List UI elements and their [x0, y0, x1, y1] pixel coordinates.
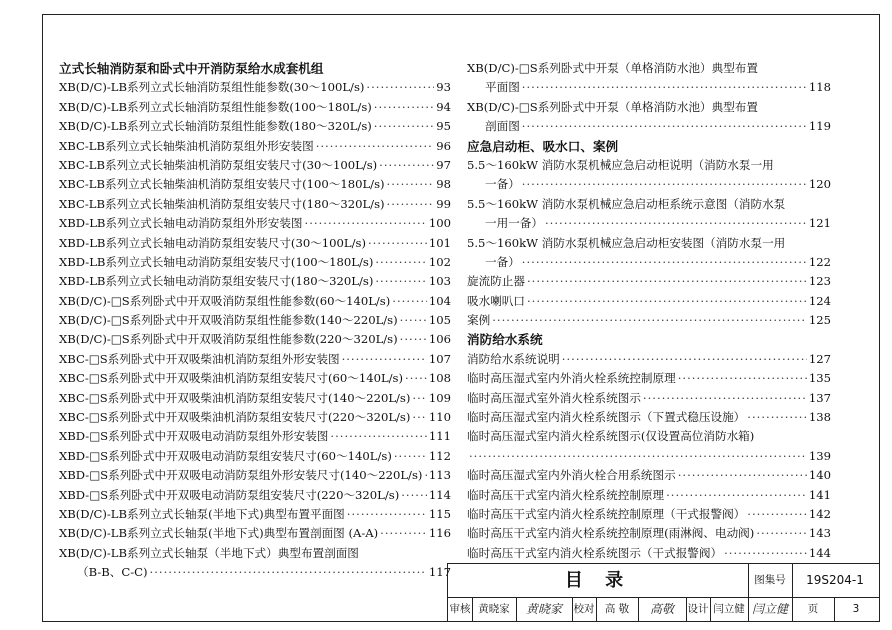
toc-page-number: 113 [428, 468, 451, 483]
toc-entry [467, 311, 831, 330]
toc-leader-dots [374, 98, 434, 117]
toc-page-number: 106 [428, 332, 451, 347]
page-number: 3 [852, 603, 860, 615]
toc-leader-dots [375, 253, 426, 272]
toc-entry [467, 486, 831, 505]
toc-entry-title: XB(D/C)-LB系列立式长轴消防泵组性能参数(30～100L/s) [59, 80, 365, 95]
toc-leader-dots [368, 234, 427, 253]
toc-entry [467, 117, 831, 136]
toc-page-number: 142 [808, 506, 831, 521]
toc-leader-dots [400, 311, 427, 330]
design-signature: 闫立健 [748, 597, 793, 621]
toc-leader-dots [469, 447, 807, 466]
toc-entry-title: XB(D/C)-LB系列立式长轴泵(半地下式)典型布置剖面图 (A-A) [59, 526, 379, 541]
toc-page-number: 138 [808, 410, 831, 425]
toc-page-number: 139 [808, 448, 831, 463]
check-signature: 高敬 [638, 597, 687, 621]
toc-page-number: 116 [428, 526, 451, 541]
design-label: 设计 [686, 597, 711, 621]
toc-page-number: 143 [808, 526, 831, 541]
toc-page-number: 140 [808, 468, 831, 483]
toc-entry-title: XB(D/C)-LB系列立式长轴泵（半地下式）典型布置剖面图 [59, 545, 359, 560]
toc-entry [59, 175, 451, 194]
design-name: 闫立健 [710, 597, 749, 621]
toc-entry-title: 临时高压干式室内消火栓系统控制原理(雨淋阀、电动阀) [467, 526, 755, 541]
toc-entry-title: XBC-LB系列立式长轴柴油机消防泵组安装尺寸(100～180L/s) [59, 177, 385, 192]
toc-entry-title: 旋流防止器 [467, 274, 525, 289]
review-signature: 黄晓家 [516, 597, 573, 621]
toc-page-number: 99 [436, 196, 451, 211]
review-name: 黄晓家 [472, 597, 517, 621]
toc-page-number: 110 [428, 410, 451, 425]
toc-entry [467, 253, 831, 272]
toc-page-number: 109 [428, 390, 451, 405]
toc-leader-dots [330, 427, 426, 446]
toc-entry-title: XBD-□S系列卧式中开双吸电动消防泵组外形安装尺寸(140～220L/s) [59, 468, 423, 483]
toc-entry-title: XB(D/C)-□S系列卧式中开泵（单格消防水池）典型布置 [467, 61, 758, 75]
check-name: 高 敬 [596, 597, 639, 621]
toc-page-number: 96 [436, 138, 451, 153]
toc-leader-dots [678, 369, 807, 388]
toc-entry-title: XBD-LB系列立式长轴电动消防泵组安装尺寸(100～180L/s) [59, 254, 374, 269]
toc-entry-title: 临时高压干式室内消火栓系统控制原理 [467, 487, 665, 502]
toc-entry [467, 408, 831, 427]
toc-page-number: 101 [428, 235, 451, 250]
toc-page-number: 104 [428, 293, 451, 308]
toc-leader-dots [342, 350, 427, 369]
toc-entry-title: XBD-LB系列立式长轴电动消防泵组安装尺寸(180～320L/s) [59, 274, 374, 289]
toc-entry [467, 234, 831, 253]
toc-entry-title: 消防给水系统说明 [467, 351, 560, 366]
toc-entry [467, 272, 831, 291]
toc-entry [59, 137, 451, 156]
toc-leader-dots [374, 117, 434, 136]
toc-entry-title: XB(D/C)-□S系列卧式中开泵（单格消防水池）典型布置 [467, 99, 758, 114]
page-label: 页 [792, 597, 835, 621]
toc-page-number: 124 [808, 293, 831, 308]
toc-page-number: 103 [428, 274, 451, 289]
toc-entry-title: 剖面图 [485, 119, 520, 134]
toc-leader-dots [562, 350, 807, 369]
toc-page-number: 102 [428, 254, 451, 269]
toc-section-heading [467, 137, 831, 156]
toc-entry [59, 505, 451, 524]
toc-entry [467, 505, 831, 524]
toc-entry-title: 临时高压干式室内消火栓系统图示（干式报警阀） [467, 545, 723, 560]
toc-page-number: 95 [436, 119, 451, 134]
toc-entry [59, 369, 451, 388]
toc-entry-title: XBD-LB系列立式长轴电动消防泵组外形安装图 [59, 216, 303, 231]
toc-entry [59, 156, 451, 175]
toc-page-number: 123 [808, 274, 831, 289]
toc-entry-title: 平面图 [485, 80, 520, 95]
toc-entry-title: 消防给水系统 [467, 332, 543, 348]
toc-entry-title: 临时高压湿式室内消火栓系统图示（下置式稳压设施） [467, 410, 746, 425]
toc-entry-title: XBC-LB系列立式长轴柴油机消防泵组外形安装图 [59, 138, 314, 153]
toc-entry-title: XB(D/C)-□S系列卧式中开双吸消防泵组性能参数(140～220L/s) [59, 313, 398, 328]
toc-page-number: 115 [428, 506, 451, 521]
toc-page-number: 98 [436, 177, 451, 192]
atlas-number-label: 图集号 [748, 564, 793, 597]
toc-page-number: 141 [808, 487, 831, 502]
toc-leader-dots [379, 156, 434, 175]
toc-entry-title: XBC-□S系列卧式中开双吸柴油机消防泵组安装尺寸(60～140L/s) [59, 371, 404, 386]
toc-entry-title: XB(D/C)-□S系列卧式中开双吸消防泵组性能参数(60～140L/s) [59, 293, 391, 308]
toc-leader-dots [678, 466, 807, 485]
toc-entry [467, 466, 831, 485]
toc-entry [467, 78, 831, 97]
check-label: 校对 [572, 597, 597, 621]
toc-leader-dots [492, 311, 807, 330]
toc-entry-title: 临时高压湿式室内外消火栓合用系统图示 [467, 468, 676, 483]
toc-entry [467, 214, 831, 233]
toc-entry-title: （B-B、C-C) [77, 565, 148, 580]
toc-entry [59, 350, 451, 369]
toc-entry-title: 应急启动柜、吸水口、案例 [467, 138, 619, 154]
toc-entry [59, 524, 451, 543]
toc-entry [467, 175, 831, 194]
toc-page-number: 137 [808, 390, 831, 405]
toc-leader-dots [387, 175, 435, 194]
toc-entry [467, 447, 831, 466]
toc-entry-title: XBD-LB系列立式长轴电动消防泵组安装尺寸(30～100L/s) [59, 235, 366, 250]
toc-leader-dots [643, 389, 807, 408]
sheet-title: 目 录 [448, 564, 749, 597]
toc-entry [59, 563, 451, 582]
toc-leader-dots [522, 78, 807, 97]
toc-entry [59, 195, 451, 214]
toc-entry-title: 吸水喇叭口 [467, 293, 525, 308]
toc-leader-dots [150, 563, 427, 582]
toc-entry [59, 447, 451, 466]
toc-entry [467, 195, 831, 214]
toc-page-number: 97 [436, 157, 451, 172]
toc-leader-dots [522, 175, 807, 194]
toc-entry-title: 一备） [485, 254, 520, 269]
toc-page-number: 120 [808, 177, 831, 192]
toc-page-number: 119 [808, 119, 831, 134]
toc-entry-title: 一用一备） [485, 216, 543, 231]
toc-entry [59, 427, 451, 446]
toc-entry-title: 5.5～160kW 消防水泵机械应急启动柜说明（消防水泵一用 [467, 157, 774, 172]
toc-entry-title: 5.5～160kW 消防水泵机械应急启动柜安装图（消防水泵一用 [467, 235, 786, 250]
toc-entry-title: XBC-□S系列卧式中开双吸柴油机消防泵组外形安装图 [59, 351, 340, 366]
toc-leader-dots [387, 195, 435, 214]
toc-leader-dots [666, 486, 807, 505]
toc-page-number: 105 [428, 313, 451, 328]
toc-entry-title: XB(D/C)-□S系列卧式中开双吸消防泵组性能参数(220～320L/s) [59, 332, 398, 347]
toc-entry [59, 117, 451, 136]
review-label: 审核 [448, 597, 473, 621]
toc-entry [59, 466, 451, 485]
toc-section-heading [59, 59, 451, 78]
toc-entry-title: 临时高压湿式室内外消火栓系统控制原理 [467, 371, 676, 386]
toc-entry-title: XBD-□S系列卧式中开双吸电动消防泵组安装尺寸(60～140L/s) [59, 448, 392, 463]
toc-entry-title: 立式长轴消防泵和卧式中开消防泵给水成套机组 [59, 61, 324, 76]
toc-entry [467, 350, 831, 369]
toc-right-column [467, 59, 831, 563]
toc-entry-title: 临时高压湿式室外消火栓系统图示 [467, 390, 641, 405]
toc-entry [59, 544, 451, 563]
toc-entry [467, 369, 831, 388]
toc-page-number: 117 [428, 565, 451, 580]
toc-entry [467, 59, 831, 78]
toc-entry [59, 311, 451, 330]
toc-entry-title: 临时高压干式室内消火栓系统控制原理（干式报警阀） [467, 506, 746, 521]
toc-page-number: 144 [808, 545, 831, 560]
toc-section-heading [467, 330, 831, 349]
toc-entry [59, 98, 451, 117]
toc-page-number: 112 [428, 448, 451, 463]
drawing-frame [42, 14, 880, 622]
toc-leader-dots [380, 524, 427, 543]
toc-entry-title: 5.5～160kW 消防水泵机械应急启动柜系统示意图（消防水泵 [467, 196, 786, 211]
toc-entry [467, 524, 831, 543]
toc-entry-title: 案例 [467, 313, 491, 328]
toc-entry [59, 486, 451, 505]
toc-leader-dots [522, 253, 807, 272]
toc-page-number: 114 [428, 487, 451, 502]
toc-entry [59, 292, 451, 311]
toc-page-number: 135 [808, 371, 831, 386]
toc-entry [59, 408, 451, 427]
toc-page-number: 121 [808, 216, 831, 231]
toc-leader-dots [401, 486, 427, 505]
toc-page-number: 127 [808, 351, 831, 366]
toc-left-column [59, 59, 451, 583]
toc-leader-dots [545, 214, 807, 233]
toc-entry [59, 234, 451, 253]
toc-leader-dots [412, 389, 426, 408]
toc-entry-title: XBC-□S系列卧式中开双吸柴油机消防泵组安装尺寸(140～220L/s) [59, 390, 411, 405]
toc-entry-title: XBD-□S系列卧式中开双吸电动消防泵组安装尺寸(220～320L/s) [59, 487, 400, 502]
title-block [447, 563, 879, 621]
atlas-number: 19S204-1 [806, 573, 864, 587]
toc-entry-title: XB(D/C)-LB系列立式长轴消防泵组性能参数(100～180L/s) [59, 99, 372, 114]
toc-entry [467, 156, 831, 175]
toc-leader-dots [724, 544, 807, 563]
toc-page-number: 118 [808, 80, 831, 95]
toc-entry-title: XBC-□S系列卧式中开双吸柴油机消防泵组安装尺寸(220～320L/s) [59, 410, 411, 425]
toc-leader-dots [527, 272, 807, 291]
toc-leader-dots [316, 137, 435, 156]
toc-entry-title: XB(D/C)-LB系列立式长轴泵(半地下式)典型布置平面图 [59, 506, 345, 521]
toc-page-number: 100 [428, 216, 451, 231]
toc-entry [59, 272, 451, 291]
toc-page-number: 111 [428, 429, 451, 444]
toc-leader-dots [400, 330, 427, 349]
toc-leader-dots [366, 78, 434, 97]
toc-entry [467, 292, 831, 311]
toc-leader-dots [424, 466, 426, 485]
toc-entry [467, 389, 831, 408]
toc-entry-title: 一备） [485, 177, 520, 192]
toc-page-number: 125 [808, 313, 831, 328]
toc-leader-dots [375, 272, 426, 291]
toc-leader-dots [412, 408, 426, 427]
toc-entry [467, 544, 831, 563]
toc-leader-dots [522, 117, 807, 136]
toc-leader-dots [347, 505, 427, 524]
toc-entry [467, 427, 831, 446]
toc-leader-dots [305, 214, 427, 233]
toc-leader-dots [392, 292, 427, 311]
toc-entry [59, 78, 451, 97]
toc-leader-dots [747, 505, 807, 524]
toc-page-number: 122 [808, 254, 831, 269]
toc-entry-title: XB(D/C)-LB系列立式长轴消防泵组性能参数(180～320L/s) [59, 119, 372, 134]
toc-entry [59, 214, 451, 233]
title-block-row-top [448, 564, 879, 598]
toc-entry-title: 临时高压湿式室内消火栓系统图示(仅设置高位消防水箱) [467, 429, 755, 444]
toc-entry [59, 389, 451, 408]
toc-page-number: 107 [428, 351, 451, 366]
toc-entry [467, 98, 831, 117]
toc-entry-title: XBD-□S系列卧式中开双吸电动消防泵组外形安装图 [59, 429, 329, 444]
toc-leader-dots [756, 524, 807, 543]
toc-leader-dots [405, 369, 427, 388]
toc-page-number: 94 [436, 99, 451, 114]
toc-page-number: 93 [436, 80, 451, 95]
toc-leader-dots [747, 408, 807, 427]
toc-entry [59, 330, 451, 349]
toc-entry-title: XBC-LB系列立式长轴柴油机消防泵组安装尺寸(180～320L/s) [59, 196, 385, 211]
toc-leader-dots [527, 292, 807, 311]
toc-leader-dots [394, 447, 427, 466]
toc-page-number: 108 [428, 371, 451, 386]
toc-entry-title: XBC-LB系列立式长轴柴油机消防泵组安装尺寸(30～100L/s) [59, 157, 378, 172]
toc-entry [59, 253, 451, 272]
title-block-row-bottom [448, 597, 879, 621]
